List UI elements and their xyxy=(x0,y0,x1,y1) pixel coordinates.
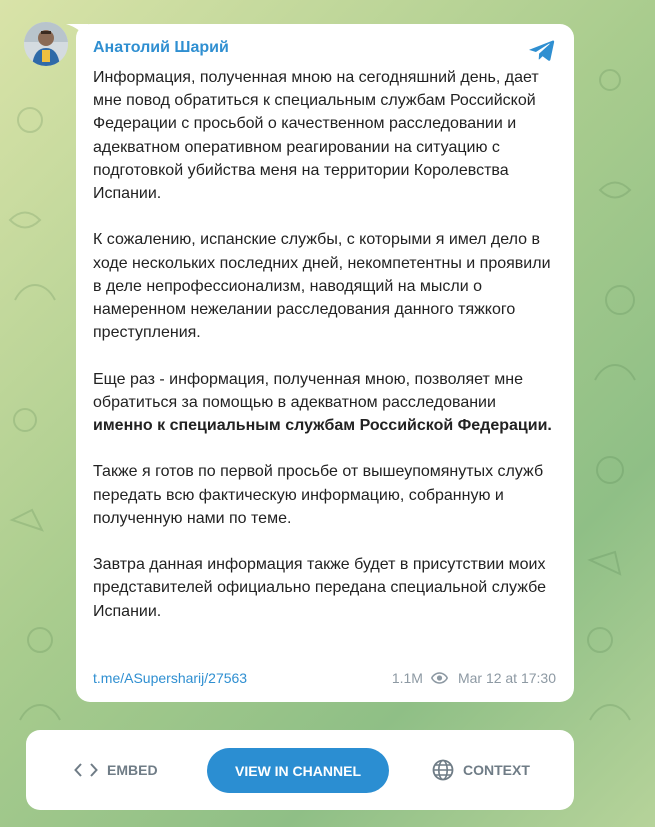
message-footer xyxy=(93,670,556,690)
globe-icon xyxy=(432,759,454,781)
context-label: CONTEXT xyxy=(463,762,530,778)
message-paragraph: Завтра данная информация также будет в присутствии моих представителей официально передана специальной службе Испании. xyxy=(93,556,546,620)
avatar-icon xyxy=(24,22,68,66)
action-bar xyxy=(26,730,574,810)
message-paragraph: К сожалению, испанские службы, с которыми я имел дело в ходе нескольких последних дней, некомпетентны и проявили в деле непрофессионализм, наводящий на мысли о намеренном нежелании расследования данного тяжкого преступления. xyxy=(93,231,551,342)
context-button[interactable] xyxy=(432,758,530,782)
bold-text: именно к специальным службам Российской Федерации. xyxy=(93,417,552,435)
avatar[interactable] xyxy=(24,22,68,66)
view-in-channel-button[interactable]: VIEW IN CHANNEL xyxy=(207,748,389,793)
view-count: 1.1M xyxy=(391,670,423,686)
telegram-icon[interactable] xyxy=(528,36,556,64)
eye-icon xyxy=(431,672,448,684)
message-paragraph: Также я готов по первой просьбе от вышеупомянутых служб передать всю фактическую информацию, собранную и полученную нами по теме. xyxy=(93,463,544,527)
post-link[interactable]: t.me/ASupersharij/27563 xyxy=(93,670,248,686)
author-name[interactable]: Анатолий Шарий xyxy=(93,39,229,56)
code-icon xyxy=(74,762,98,778)
post-date[interactable]: Mar 12 at 17:30 xyxy=(457,670,556,686)
message-text xyxy=(93,66,559,623)
message-bubble xyxy=(76,24,574,702)
message-meta xyxy=(392,670,556,686)
message-paragraph: Информация, полученная мною на сегодняшний день, дает мне повод обратиться к специальным службам Российской Федерации с просьбой о качественном расследовании и адекватном оперативном реагировании на ситуацию с подготовкой убийства меня на территории Королевства Испании. xyxy=(93,69,539,203)
embed-label: EMBED xyxy=(107,762,158,778)
embed-button[interactable] xyxy=(74,758,158,782)
message-paragraph: Еще раз - информация, полученная мною, позволяет мне обратиться за помощью в адекватном расследовании именно к специальным службам Российской Федерации. xyxy=(93,370,552,435)
